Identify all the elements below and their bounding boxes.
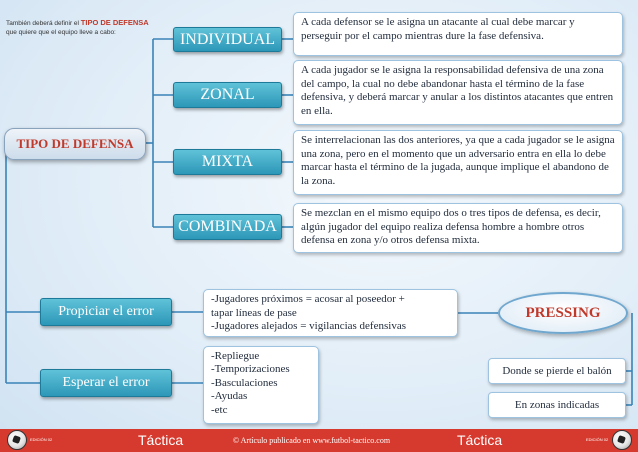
type-mixta: MIXTA xyxy=(173,149,282,175)
point-item: -Repliegue xyxy=(211,350,260,362)
point-item: -Basculaciones xyxy=(211,376,278,389)
intro-text-start: También deberá definir el xyxy=(6,20,81,27)
strategy-propiciar: Propiciar el error xyxy=(40,298,172,326)
point-item: -etc xyxy=(211,403,228,416)
brand-right: Táctica xyxy=(457,432,503,448)
points-esperar xyxy=(203,346,319,424)
credit-text: © Artículo publicado en www.futbol-tactico.com xyxy=(233,436,391,445)
strategy-esperar: Esperar el error xyxy=(40,369,172,397)
desc-individual: A cada defensor se le asigna un atacante al cual debe marcar y perseguir por el campo mientras dure la fase defensiva. xyxy=(293,12,623,56)
intro-text-end: que quiere que el equipo lleve a cabo: xyxy=(6,29,116,36)
intro-highlight: TIPO DE DEFENSA xyxy=(80,18,149,27)
point-item: tapar líneas de pase xyxy=(211,306,297,319)
pressing-node: PRESSING xyxy=(498,292,628,334)
footer-bar xyxy=(0,429,638,452)
desc-zonal: A cada jugador se le asigna la responsabilidad defensiva de una zona del campo, la cual no debe abandonar hasta el término de la fase defensiva, y deberá marcar y anular a los distintos atacantes que entren en ella. xyxy=(293,60,623,125)
soccer-ball-icon xyxy=(7,430,27,450)
soccer-ball-icon xyxy=(612,430,632,450)
point-item: -Jugadores alejados = vigilancias defensivas xyxy=(211,320,406,332)
point-item: -Jugadores próximos = acosar al poseedor + xyxy=(211,293,405,305)
type-zonal: ZONAL xyxy=(173,82,282,108)
brand-left: Táctica xyxy=(138,432,184,448)
point-item: -Temporizaciones xyxy=(211,363,290,376)
intro-text xyxy=(6,18,156,37)
edition-left: EDICIÓN 02 xyxy=(30,437,53,442)
edition-right: EDICIÓN 02 xyxy=(586,437,609,442)
desc-combinada: Se mezclan en el mismo equipo dos o tres tipos de defensa, es decir, algún jugador del equipo realiza defensa hombre a hombre otros defensa en zona y/o otros defensa mixta. xyxy=(293,203,623,253)
points-propiciar xyxy=(203,289,458,337)
root-node: TIPO DE DEFENSA xyxy=(4,128,146,160)
desc-mixta: Se interrelacionan las dos anteriores, ya que a cada jugador se le asigna una zona, pero en el momento que un adversario entra en ella lo debe marcar hasta el término de la jugada, aunque implique el abandono de la zona. xyxy=(293,130,623,195)
pressing-option-1: Donde se pierde el balón xyxy=(488,358,626,384)
point-item: -Ayudas xyxy=(211,390,248,403)
type-individual: INDIVIDUAL xyxy=(173,27,282,52)
pressing-option-2: En zonas indicadas xyxy=(488,392,626,418)
type-combinada: COMBINADA xyxy=(173,214,282,240)
